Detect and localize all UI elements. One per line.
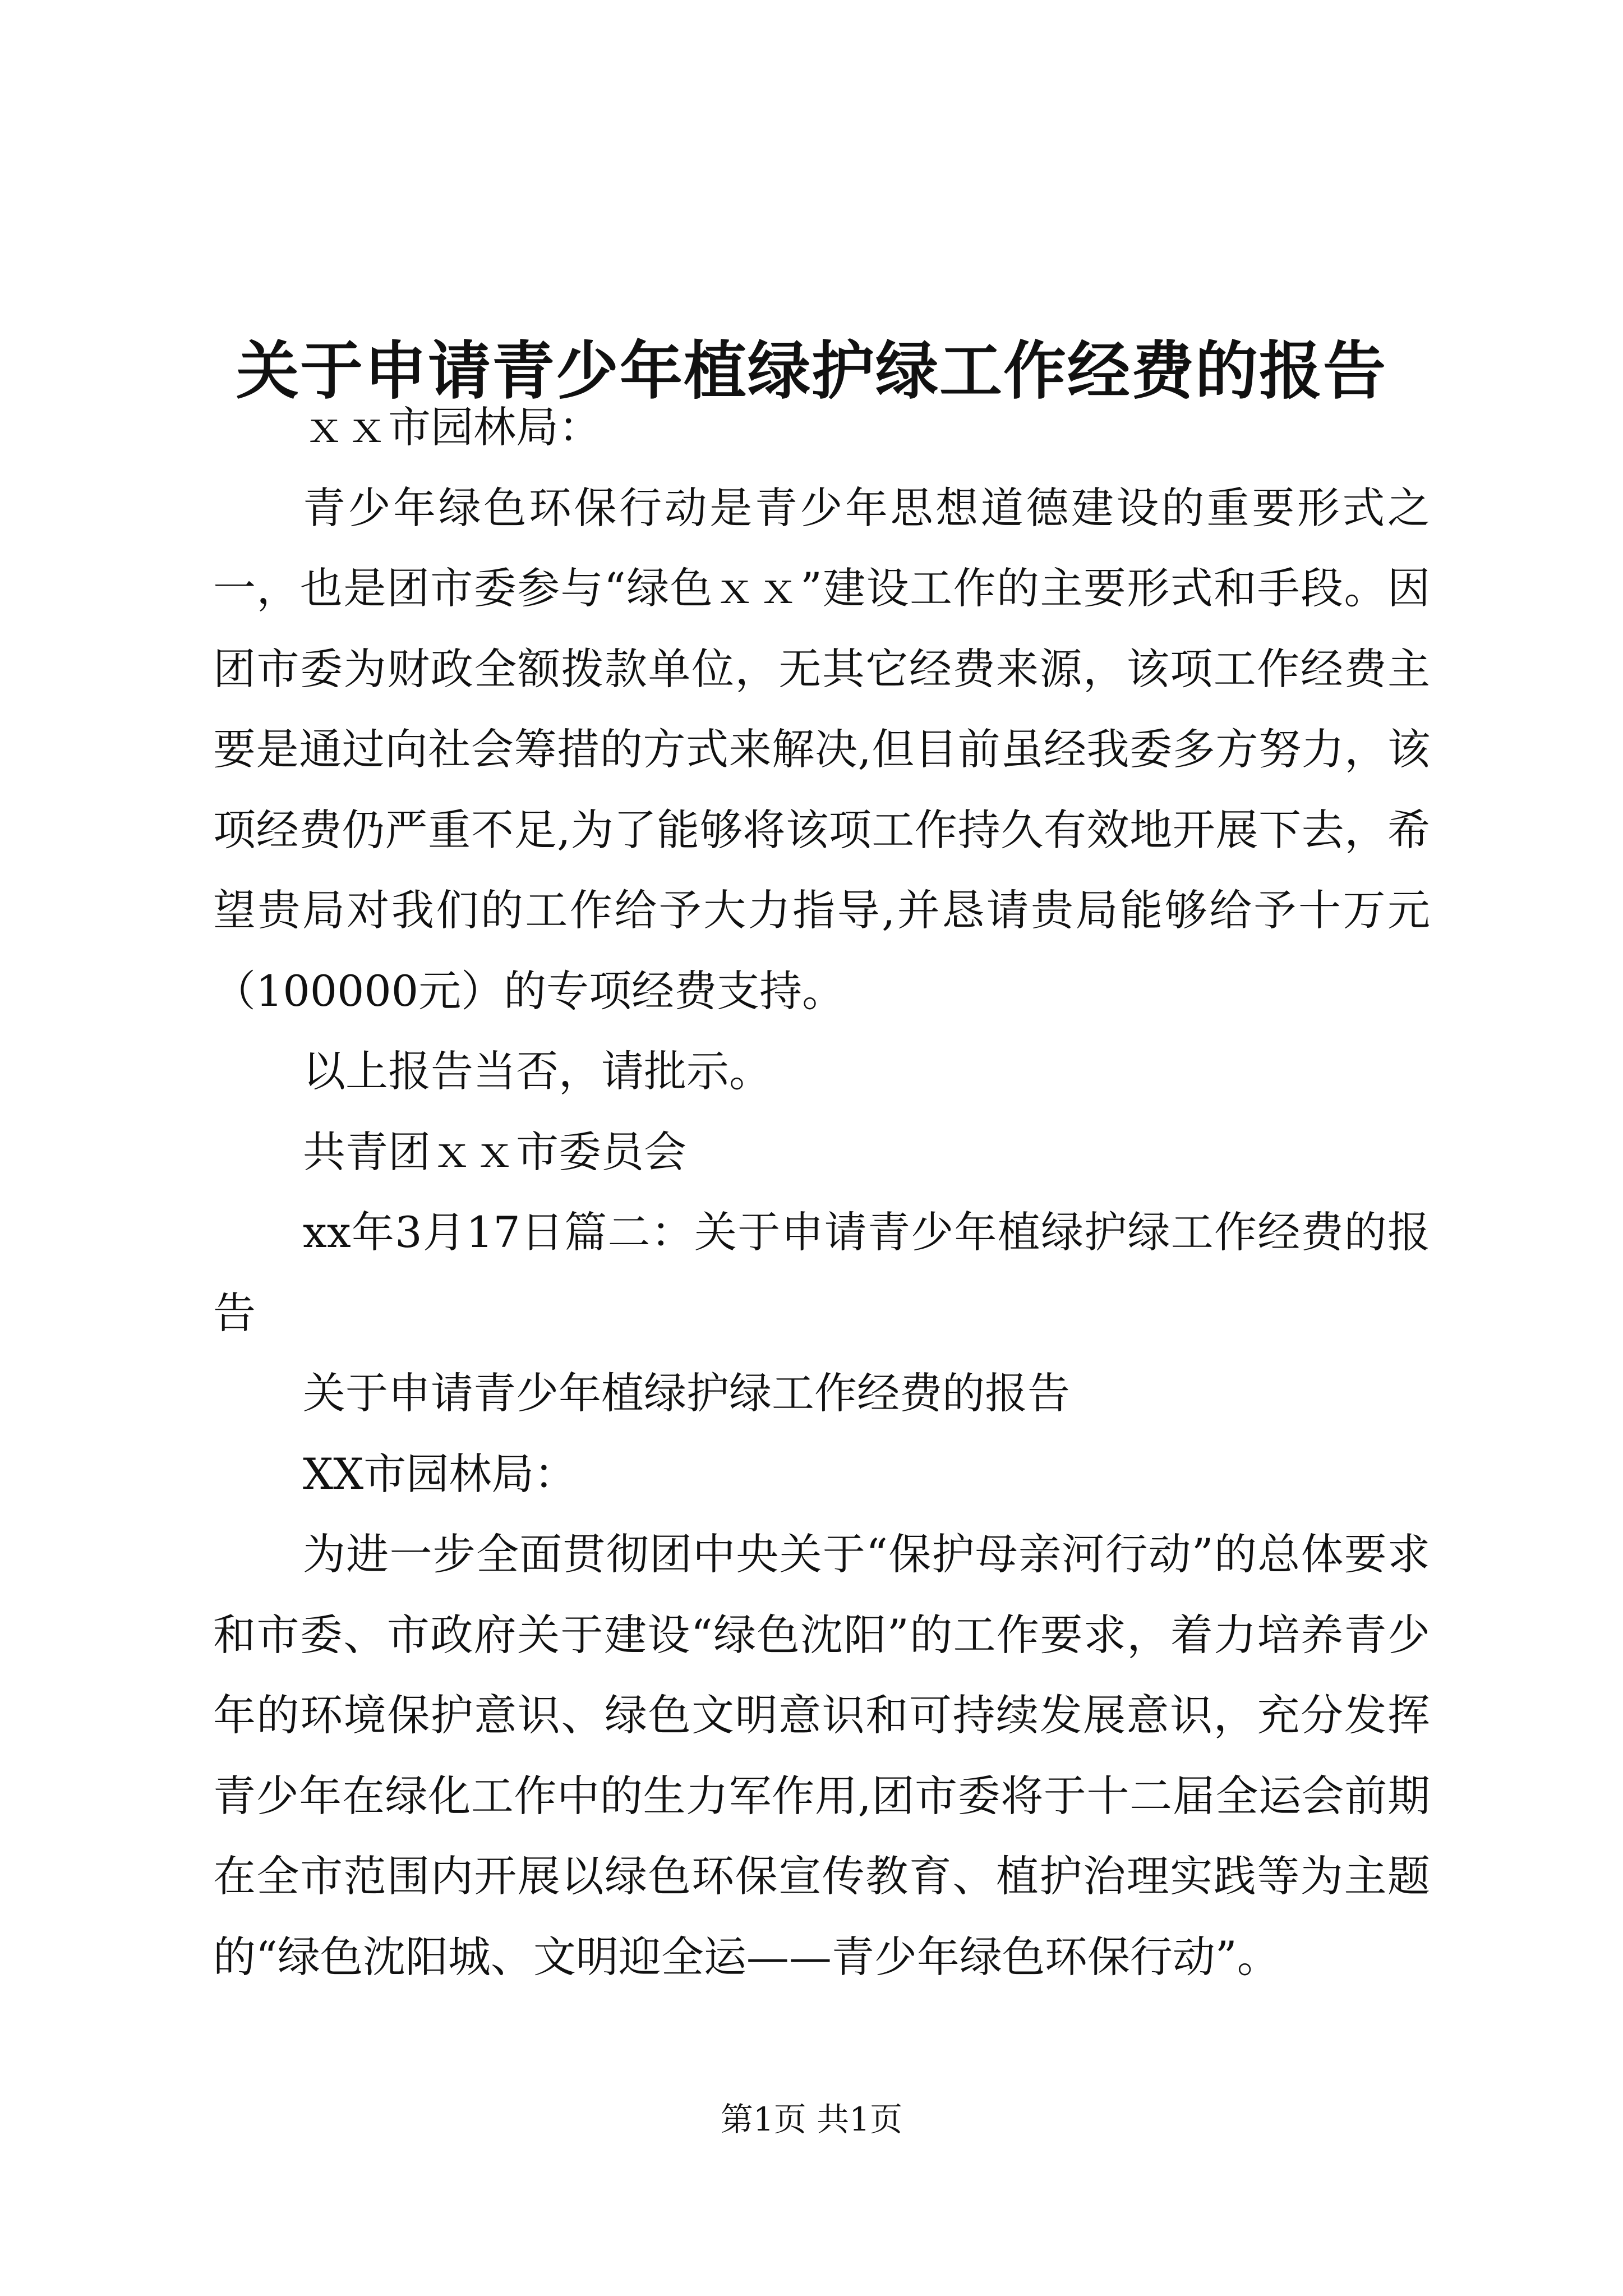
date-and-section-heading: xx年3月17日篇二：关于申请青少年植绿护绿工作经费的报告: [213, 1207, 1430, 1338]
closing-request-paragraph: 以上报告当否，请批示。: [303, 1046, 772, 1096]
body-paragraph: 青少年绿色环保行动是青少年思想道德建设的重要形式之一，也是团市委参与“绿色ｘｘ”建设工作的主要形式和手段。因团市委为财政全额拨款单位，无其它经费来源，该项工作经费主要是通过向社会筹措的方式来解决,但目前虽经我委多方努力，该项经费仍严重不足,为了能够将该项工作持久有效地开展下去，希望贵局对我们的工作给予大力指导,并恳请贵局能够给予十万元（100000元）的专项经费支持。: [213, 482, 1430, 1016]
signature-organization: 共青团ｘｘ市委员会: [303, 1126, 686, 1177]
document-title: 关于申请青少年植绿护绿工作经费的报告: [236, 334, 1387, 408]
page-number-footer: 第1页 共1页: [720, 2100, 903, 2138]
document-body: [213, 387, 1430, 1997]
salutation-paragraph: ｘｘ市园林局：: [303, 402, 601, 452]
section-title: 关于申请青少年植绿护绿工作经费的报告: [303, 1368, 1070, 1418]
body-paragraph: 为进一步全面贯彻团中央关于“保护母亲河行动”的总体要求和市委、市政府关于建设“绿色沈阳”的工作要求，着力培养青少年的环境保护意识、绿色文明意识和可持续发展意识，充分发挥青少年在绿化工作中的生力军作用,团市委将于十二届全运会前期在全市范围内开展以绿色环保宣传教育、植护治理实践等为主题的“绿色沈阳城、文明迎全运——青少年绿色环保行动”。: [213, 1529, 1430, 1982]
second-salutation: XX市园林局：: [303, 1448, 577, 1499]
